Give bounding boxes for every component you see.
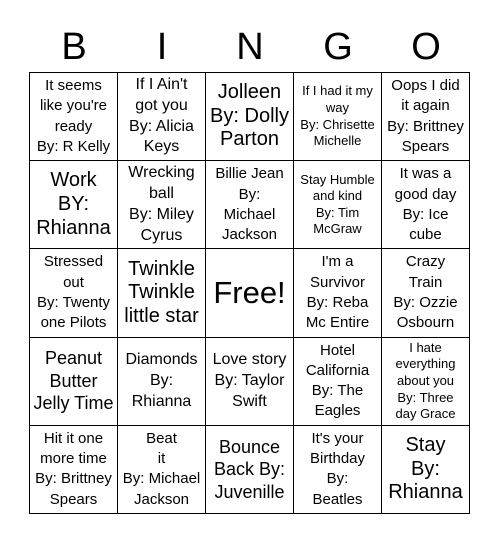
header-letter-g: G: [323, 26, 353, 68]
bingo-cell[interactable]: [382, 161, 470, 249]
bingo-cell[interactable]: [118, 338, 206, 426]
header-letter-i: I: [156, 26, 168, 68]
cell-text: I'm a Survivor By: Reba Mc Entire: [305, 253, 370, 332]
bingo-cell[interactable]: [206, 338, 294, 426]
bingo-cell[interactable]: [30, 249, 118, 337]
cell-text: Peanut Butter Jelly Time: [33, 348, 114, 414]
cell-text: Stressed out By: Twenty one Pilots: [36, 253, 111, 332]
bingo-header: [30, 22, 470, 72]
bingo-board: [29, 72, 470, 514]
cell-text: Twinkle Twinkle little star: [124, 257, 199, 327]
bingo-cell[interactable]: [30, 161, 118, 249]
bingo-cell[interactable]: [294, 161, 382, 249]
bingo-cell[interactable]: [294, 338, 382, 426]
header-letter-n: N: [236, 26, 264, 68]
cell-text: Diamonds By: Rhianna: [125, 351, 198, 410]
cell-text: Bounce Back By: Juvenille: [213, 436, 286, 502]
cell-text: Stay By: Rhianna: [388, 434, 463, 504]
bingo-cell[interactable]: [206, 426, 294, 514]
bingo-cell[interactable]: [206, 161, 294, 249]
bingo-cell[interactable]: [30, 426, 118, 514]
bingo-cell[interactable]: [118, 73, 206, 161]
cell-text: If I Ain't got you By: Alicia Keys: [129, 76, 194, 156]
cell-text: Beat it By: Michael Jackson: [122, 429, 201, 508]
cell-text: Stay Humble and kind By: Tim McGraw: [300, 171, 375, 237]
bingo-cell[interactable]: [30, 338, 118, 426]
cell-text: Love story By: Taylor Swift: [212, 351, 287, 410]
bingo-cell[interactable]: [206, 73, 294, 161]
header-letter-b: B: [61, 26, 87, 68]
free-space-cell[interactable]: [206, 249, 294, 337]
bingo-cell[interactable]: [30, 73, 118, 161]
cell-text: Wrecking ball By: Miley Cyrus: [128, 164, 195, 244]
cell-text: Oops I did it again By: Brittney Spears: [387, 77, 464, 155]
free-space-text: Free!: [213, 274, 286, 310]
header-letter-o: O: [411, 26, 441, 68]
cell-text: Hit it one more time By: Brittney Spears: [35, 429, 112, 508]
cell-text: It's your Birthday By: Beatles: [309, 429, 366, 508]
bingo-cell[interactable]: [382, 249, 470, 337]
bingo-cell[interactable]: [382, 73, 470, 161]
bingo-cell[interactable]: [294, 73, 382, 161]
cell-text: Work BY: Rhianna: [36, 169, 111, 239]
cell-text: Hotel California By: The Eagles: [305, 341, 370, 420]
bingo-cell[interactable]: [294, 426, 382, 514]
cell-text: Crazy Train By: Ozzie Osbourn: [393, 253, 458, 332]
cell-text: It was a good day By: Ice cube: [394, 165, 457, 244]
cell-text: I hate everything about you By: Three day Grace: [395, 339, 456, 422]
bingo-cell[interactable]: [118, 249, 206, 337]
bingo-cell[interactable]: [294, 249, 382, 337]
bingo-cell[interactable]: [382, 426, 470, 514]
bingo-cell[interactable]: [382, 338, 470, 426]
bingo-cell[interactable]: [118, 161, 206, 249]
cell-text: Billie Jean By: Michael Jackson: [215, 165, 284, 244]
bingo-cell[interactable]: [118, 426, 206, 514]
cell-text: If I had it my way By: Chrisette Michelle: [300, 83, 375, 149]
cell-text: Jolleen By: Dolly Parton: [210, 81, 289, 151]
cell-text: It seems like you're ready By: R Kelly: [36, 77, 111, 155]
